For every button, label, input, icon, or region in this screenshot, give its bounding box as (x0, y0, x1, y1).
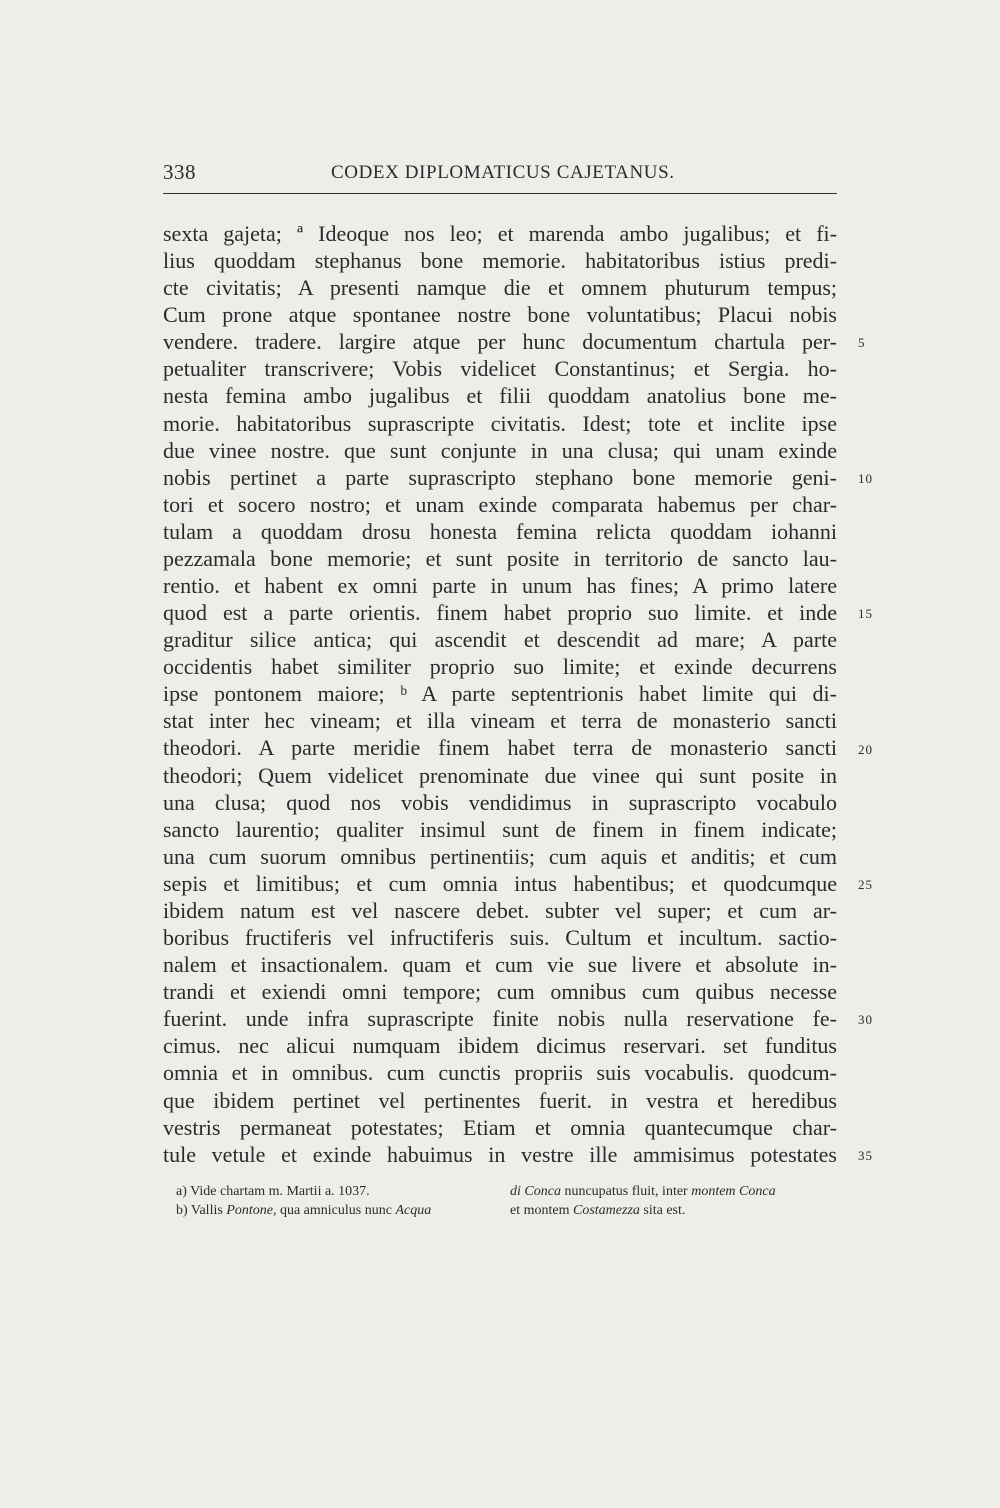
text-line: fuerint. unde infra suprascripte finite nobis nulla reservatione fe- (163, 1006, 837, 1032)
text-line: Cum prone atque spontanee nostre bone voluntatibus; Placui nobis (163, 302, 837, 328)
text-line: petualiter transcrivere; Vobis videlicet Constantinus; et Sergia. ho- (163, 356, 837, 382)
line-number: 15 (858, 606, 873, 622)
text-line: trandi et exiendi omni tempore; cum omnibus cum quibus necesse (163, 979, 837, 1005)
footnote-d-italic: Costamezza (573, 1203, 640, 1218)
footnote-b-mid: qua amniculus nunc (276, 1203, 396, 1218)
text-line: tule vetule et exinde habuimus in vestre ille ammisimus potestates (163, 1141, 837, 1167)
text-line: cimus. nec alicui numquam ibidem dicimus reservari. set funditus (163, 1033, 837, 1059)
text-line: boribus fructiferis vel infructiferis suis. Cultum et incultum. sactio- (163, 925, 837, 951)
text-line: morie. habitatoribus suprascripte civitatis. Idest; tote et inclite ipse (163, 410, 837, 436)
footnote-a (176, 1182, 370, 1201)
text-line: theodori; Quem videlicet prenominate due vinee qui sunt posite in (163, 762, 837, 788)
text-line: lius quoddam stephanus bone memorie. habitatoribus istius predi- (163, 248, 837, 274)
text-line: una cum suorum omnibus pertinentiis; cum aquis et anditis; et cum (163, 843, 837, 869)
footnote-b-continued-1 (510, 1182, 776, 1201)
footnote-b-prefix: b) Vallis (176, 1203, 227, 1218)
text-line: sexta gajeta; ª Ideoque nos leo; et marenda ambo jugalibus; et fi- (163, 221, 837, 246)
main-text-block (163, 220, 837, 1168)
page-number: 338 (163, 160, 196, 184)
line-number: 10 (858, 470, 873, 486)
running-title: CODEX DIPLOMATICUS CAJETANUS. (331, 162, 675, 183)
text-line: stat inter hec vineam; et illa vineam et terra de monasterio sancti (163, 708, 837, 734)
text-line: sepis et limitibus; et cum omnia intus habentibus; et quodcumque (163, 870, 837, 896)
line-number: 20 (858, 741, 873, 757)
footnote-b-italic-1: Pontone, (226, 1203, 277, 1218)
footnote-c-italic-2: montem Conca (691, 1184, 776, 1199)
text-line: cte civitatis; A presenti namque die et omnem phuturum tempus; (163, 275, 837, 301)
line-number: 30 (858, 1012, 873, 1028)
text-line: occidentis habet similiter proprio suo limite; et exinde decurrens (163, 654, 837, 680)
text-line: tulam a quoddam drosu honesta femina relicta quoddam iohanni (163, 518, 837, 544)
footnote-c-mid: nuncupatus fluit, inter (560, 1184, 692, 1199)
text-line: una clusa; quod nos vobis vendidimus in suprascripto vocabulo (163, 789, 837, 815)
text-line: pezzamala bone memorie; et sunt posite in territorio de sancto lau- (163, 545, 837, 571)
footnote-b-continued-2 (510, 1201, 685, 1220)
text-line: vestris permaneat potestates; Etiam et omnia quantecumque char- (163, 1114, 837, 1140)
text-line: quod est a parte orientis. finem habet proprio suo limite. et inde (163, 600, 837, 626)
text-line: ipse pontonem maiore; ᵇ A parte septentrionis habet limite qui di- (163, 681, 837, 707)
line-number: 5 (858, 335, 866, 351)
text-line: nobis pertinet a parte suprascripto stephano bone memorie geni- (163, 464, 837, 490)
text-line: omnia et in omnibus. cum cunctis propriis suis vocabulis. quodcum- (163, 1060, 837, 1086)
text-line: tori et socero nostro; et unam exinde comparata habemus per char- (163, 491, 837, 517)
text-line: due vinee nostre. que sunt conjunte in una clusa; qui unam exinde (163, 437, 837, 463)
footnote-a-text: a) Vide chartam m. Martii a. 1037. (176, 1184, 370, 1199)
footnote-d-suffix: sita est. (639, 1203, 686, 1218)
line-number: 35 (858, 1147, 873, 1163)
line-number: 25 (858, 876, 873, 892)
text-line: nesta femina ambo jugalibus et filii quoddam anatolius bone me- (163, 383, 837, 409)
text-line: nalem et insactionalem. quam et cum vie sue livere et absolute in- (163, 952, 837, 978)
text-line: vendere. tradere. largire atque per hunc documentum chartula per- (163, 329, 837, 355)
text-line: sancto laurentio; qualiter insimul sunt de finem in finem indicate; (163, 816, 837, 842)
footnote-c-italic-1: di Conca (510, 1184, 561, 1199)
footnote-b (176, 1201, 431, 1220)
text-line: theodori. A parte meridie finem habet terra de monasterio sancti (163, 735, 837, 761)
footnote-b-italic-2: Acqua (395, 1203, 432, 1218)
text-line: graditur silice antica; qui ascendit et descendit ad mare; A parte (163, 627, 837, 653)
header-rule (163, 193, 837, 194)
text-line: ibidem natum est vel nascere debet. subter vel super; et cum ar- (163, 897, 837, 923)
text-line: rentio. et habent ex omni parte in unum has fines; A primo latere (163, 573, 837, 599)
text-line: que ibidem pertinet vel pertinentes fuerit. in vestra et heredibus (163, 1087, 837, 1113)
footnote-d-prefix: et montem (510, 1203, 573, 1218)
